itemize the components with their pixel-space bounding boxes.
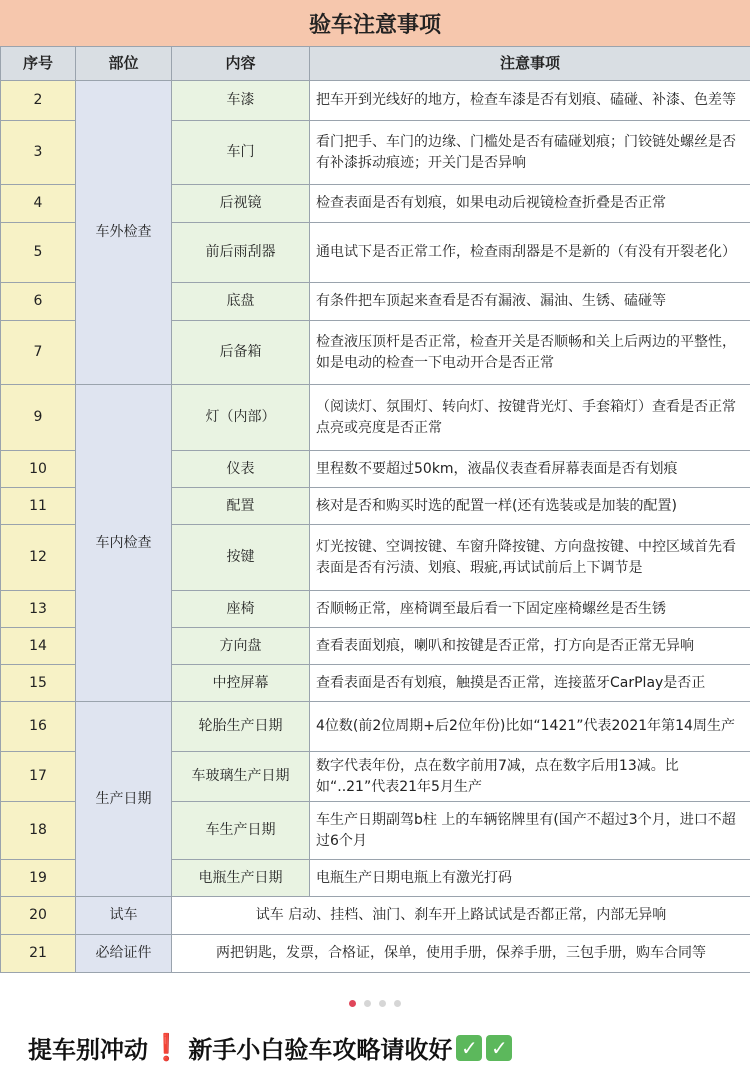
note-cell: 否顺畅正常，座椅调至最后看一下固定座椅螺丝是否生锈 [310,591,750,628]
carousel-dot-2[interactable] [364,1000,371,1007]
note-cell: 车生产日期副驾b柱 上的车辆铭牌里有(国产不超过3个月，进口不超过6个月 [310,802,750,860]
note-cell: 有条件把车顶起来查看是否有漏液、漏油、生锈、磕碰等 [310,283,750,321]
item-cell: 车漆 [172,81,310,121]
note-cell: 查看表面是否有划痕，触摸是否正常，连接蓝牙CarPlay是否正 [310,665,750,702]
note-cell: 4位数(前2位周期+后2位年份)比如“1421”代表2021年第14周生产 [310,702,750,752]
table-header-row [1,47,750,81]
carousel-dot-3[interactable] [379,1000,386,1007]
item-cell: 轮胎生产日期 [172,702,310,752]
row-no: 16 [1,702,76,752]
item-cell: 座椅 [172,591,310,628]
caption-text-1: 提车别冲动 [28,1036,148,1064]
part-cell: 车外检查 [76,81,172,385]
table-row [1,935,750,973]
row-no: 18 [1,802,76,860]
header-part: 部位 [76,47,172,81]
item-cell: 车门 [172,121,310,185]
item-cell: 后视镜 [172,185,310,223]
row-no: 19 [1,860,76,897]
item-cell: 中控屏幕 [172,665,310,702]
item-cell: 灯（内部） [172,385,310,451]
row-no: 15 [1,665,76,702]
row-no: 10 [1,451,76,488]
note-cell: （阅读灯、氛围灯、转向灯、按键背光灯、手套箱灯）查看是否正常点亮或亮度是否正常 [310,385,750,451]
note-cell: 数字代表年份，点在数字前用7减，点在数字后用13减。比如“..21”代表21年5月生产 [310,752,750,802]
table-row [1,385,750,451]
part-cell: 生产日期 [76,702,172,897]
carousel-dot-1[interactable] [349,1000,356,1007]
note-cell: 电瓶生产日期电瓶上有激光打码 [310,860,750,897]
item-cell: 配置 [172,488,310,525]
item-cell: 车玻璃生产日期 [172,752,310,802]
check-mark-icon: ✓ [456,1035,482,1061]
row-no: 21 [1,935,76,973]
table-row [1,897,750,935]
row-no: 13 [1,591,76,628]
note-cell: 核对是否和购买时选的配置一样(还有选装或是加装的配置) [310,488,750,525]
header-item: 内容 [172,47,310,81]
sheet-title: 验车注意事项 [0,0,750,47]
header-no: 序号 [1,47,76,81]
item-cell: 车生产日期 [172,802,310,860]
note-cell: 里程数不要超过50km，液晶仪表查看屏幕表面是否有划痕 [310,451,750,488]
row-no: 6 [1,283,76,321]
item-cell: 方向盘 [172,628,310,665]
row-no: 9 [1,385,76,451]
exclamation-icon: ❗ [150,1032,183,1063]
item-cell: 按键 [172,525,310,591]
table-row [1,81,750,121]
header-note: 注意事项 [310,47,750,81]
part-cell: 试车 [76,897,172,935]
item-cell: 电瓶生产日期 [172,860,310,897]
row-no: 20 [1,897,76,935]
row-no: 5 [1,223,76,283]
row-no: 4 [1,185,76,223]
note-cell: 灯光按键、空调按键、车窗升降按键、方向盘按键、中控区域首先看表面是否有污渍、划痕、瑕疵,再试试前后上下调节是 [310,525,750,591]
note-cell: 查看表面划痕，喇叭和按键是否正常，打方向是否正常无异响 [310,628,750,665]
note-cell: 检查表面是否有划痕，如果电动后视镜检查折叠是否正常 [310,185,750,223]
part-cell: 车内检查 [76,385,172,702]
note-cell: 通电试下是否正常工作，检查雨刮器是不是新的（有没有开裂老化） [310,223,750,283]
row-no: 12 [1,525,76,591]
item-cell: 底盘 [172,283,310,321]
row-no: 3 [1,121,76,185]
row-no: 17 [1,752,76,802]
caption-text-2: 新手小白验车攻略请收好 [188,1036,453,1064]
row-no: 2 [1,81,76,121]
note-cell: 检查液压顶杆是否正常，检查开关是否顺畅和关上后两边的平整性，如是电动的检查一下电动开合是否正常 [310,321,750,385]
note-cell: 试车 启动、挂档、油门、刹车开上路试试是否都正常，内部无异响 [172,897,750,935]
part-cell: 必给证件 [76,935,172,973]
row-no: 14 [1,628,76,665]
carousel-dot-4[interactable] [394,1000,401,1007]
row-no: 7 [1,321,76,385]
note-cell: 看门把手、车门的边缘、门槛处是否有磕碰划痕；门铰链处螺丝是否有补漆拆动痕迹；开关门是否异响 [310,121,750,185]
item-cell: 仪表 [172,451,310,488]
check-mark-icon: ✓ [486,1035,512,1061]
row-no: 11 [1,488,76,525]
post-caption [28,1030,512,1065]
checklist-table [0,46,750,973]
item-cell: 后备箱 [172,321,310,385]
item-cell: 前后雨刮器 [172,223,310,283]
note-cell: 两把钥匙，发票，合格证，保单，使用手册，保养手册，三包手册，购车合同等 [172,935,750,973]
table-row [1,702,750,752]
carousel-pagination [0,1000,750,1007]
note-cell: 把车开到光线好的地方，检查车漆是否有划痕、磕碰、补漆、色差等 [310,81,750,121]
